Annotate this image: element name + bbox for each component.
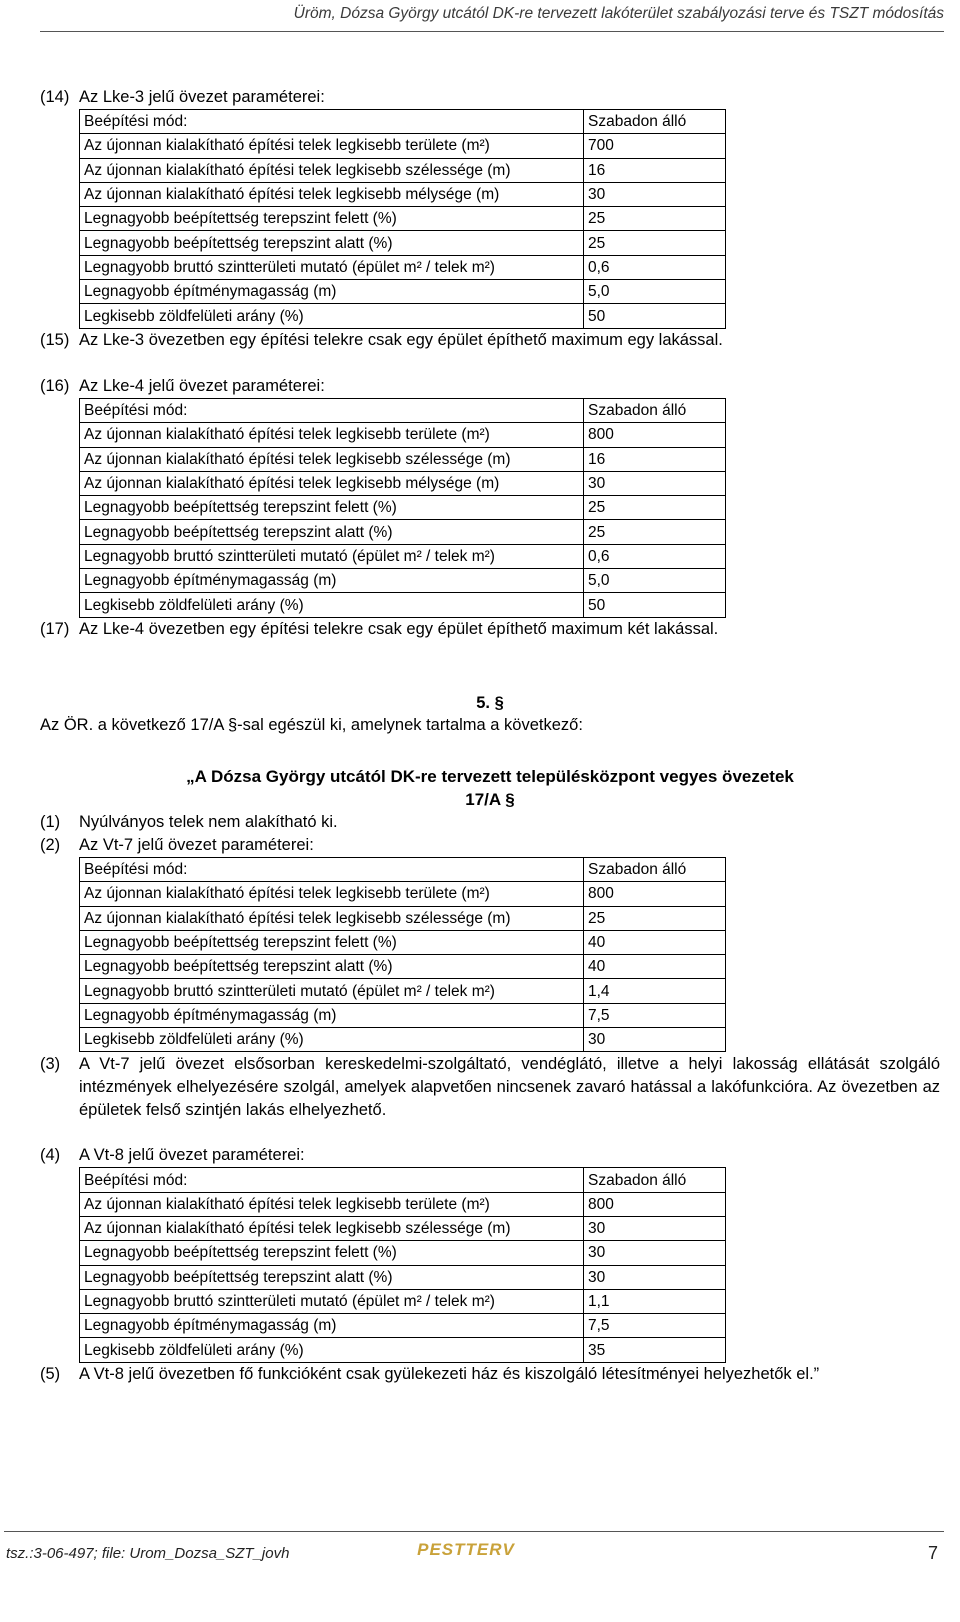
- param-label: Legkisebb zöldfelületi arány (%): [80, 593, 584, 617]
- paragraph-4: [40, 1144, 940, 1167]
- lke3-heading: [40, 86, 940, 109]
- param-value: 30: [584, 182, 726, 206]
- item-number: (16): [40, 377, 70, 395]
- param-row: [80, 1003, 726, 1027]
- param-label: Az újonnan kialakítható építési telek legkisebb mélysége (m): [80, 182, 584, 206]
- lke4-heading: [40, 375, 940, 398]
- paragraph-1: [40, 811, 940, 834]
- param-label: Legkisebb zöldfelületi arány (%): [80, 1338, 584, 1362]
- pestterv-logo: PESTTERV: [417, 1540, 515, 1559]
- param-value: 50: [584, 593, 726, 617]
- param-label: Legnagyobb építménymagasság (m): [80, 569, 584, 593]
- param-row: [80, 569, 726, 593]
- page-header-title: Üröm, Dózsa György utcától DK-re tervezett lakóterület szabályozási terve és TSZT módosítás: [293, 5, 944, 22]
- regulation-article: 17/A §: [465, 790, 515, 809]
- page-number: 7: [927, 1543, 938, 1563]
- param-label: Az újonnan kialakítható építési telek legkisebb területe (m²): [80, 882, 584, 906]
- param-label: Legnagyobb beépítettség terepszint alatt (%): [80, 955, 584, 979]
- param-row: [80, 447, 726, 471]
- param-value: 25: [584, 231, 726, 255]
- lke3-params-table: [79, 109, 726, 329]
- lke4-note: [40, 618, 940, 641]
- param-label: Legnagyobb beépítettség terepszint alatt (%): [80, 520, 584, 544]
- paragraph-5: [40, 1363, 940, 1386]
- param-value: 1,4: [584, 979, 726, 1003]
- param-value: 0,6: [584, 544, 726, 568]
- param-row: [80, 930, 726, 954]
- param-row: [80, 955, 726, 979]
- param-row: [80, 207, 726, 231]
- param-label: Legkisebb zöldfelületi arány (%): [80, 304, 584, 328]
- paragraph-2: [40, 834, 940, 857]
- lke4-section: [40, 375, 940, 641]
- item-text: Az Lke-4 jelű övezet paraméterei:: [79, 377, 325, 395]
- footer-divider: [4, 1531, 944, 1532]
- param-value: 700: [584, 134, 726, 158]
- item-number: (2): [40, 836, 61, 854]
- item-text: Az Lke-3 övezetben egy építési telekre csak egy épület építhető maximum egy lakással.: [79, 330, 723, 349]
- param-row: [80, 231, 726, 255]
- item-number: (3): [40, 1055, 61, 1074]
- param-value: 0,6: [584, 255, 726, 279]
- param-row: [80, 255, 726, 279]
- param-row: [80, 280, 726, 304]
- param-value: 50: [584, 304, 726, 328]
- param-value: 800: [584, 423, 726, 447]
- lke4-params-table: [79, 398, 726, 618]
- item-text: A Vt-8 jelű övezet paraméterei:: [79, 1146, 305, 1165]
- param-value: 30: [584, 471, 726, 495]
- item-text: A Vt-7 jelű övezet elsősorban kereskedelmi-szolgáltató, vendéglátó, illetve a helyi lakosság ellátását szolgáló intézmények elhelyezésére szolgál, amelyek alapvetően nincsenek zavaró hatással a lakófunkcióra. Az övezetben az épületek felső szintjén lakás elhelyezhető.: [79, 1055, 940, 1120]
- param-row: [80, 1192, 726, 1216]
- param-value: 7,5: [584, 1314, 726, 1338]
- param-label: Beépítési mód:: [80, 399, 584, 423]
- param-label: Legkisebb zöldfelületi arány (%): [80, 1028, 584, 1052]
- param-label: Beépítési mód:: [80, 110, 584, 134]
- item-text: Az Vt-7 jelű övezet paraméterei:: [79, 836, 314, 854]
- param-value: 800: [584, 882, 726, 906]
- param-value: 800: [584, 1192, 726, 1216]
- param-row: [80, 304, 726, 328]
- param-row: [80, 1168, 726, 1192]
- param-value: 16: [584, 447, 726, 471]
- param-row: [80, 979, 726, 1003]
- regulation-title: „A Dózsa György utcától DK-re tervezett településközpont vegyes övezetek: [186, 767, 794, 786]
- item-number: (17): [40, 619, 70, 638]
- param-row: [80, 110, 726, 134]
- item-number: (15): [40, 330, 70, 349]
- param-row: [80, 1338, 726, 1362]
- param-label: Legnagyobb bruttó szintterületi mutató (épület m² / telek m²): [80, 544, 584, 568]
- param-value: Szabadon álló: [584, 1168, 726, 1192]
- param-value: 40: [584, 955, 726, 979]
- section-heading: 5. §: [476, 694, 504, 712]
- param-label: Az újonnan kialakítható építési telek legkisebb szélessége (m): [80, 906, 584, 930]
- param-value: 40: [584, 930, 726, 954]
- param-value: 30: [584, 1265, 726, 1289]
- param-row: [80, 423, 726, 447]
- item-text: Nyúlványos telek nem alakítható ki.: [79, 813, 338, 831]
- param-row: [80, 182, 726, 206]
- param-row: [80, 1314, 726, 1338]
- item-number: (5): [40, 1364, 61, 1383]
- item-number: (14): [40, 88, 70, 106]
- param-value: 5,0: [584, 280, 726, 304]
- param-value: 25: [584, 520, 726, 544]
- param-value: Szabadon álló: [584, 858, 726, 882]
- param-label: Legnagyobb építménymagasság (m): [80, 1003, 584, 1027]
- param-row: [80, 134, 726, 158]
- header-divider: [40, 31, 944, 32]
- param-value: 30: [584, 1028, 726, 1052]
- param-label: Az újonnan kialakítható építési telek legkisebb szélessége (m): [80, 447, 584, 471]
- param-label: Legnagyobb bruttó szintterületi mutató (épület m² / telek m²): [80, 1289, 584, 1313]
- section-intro: Az ÖR. a következő 17/A §-sal egészül ki, amelynek tartalma a következő:: [40, 716, 583, 734]
- param-label: Beépítési mód:: [80, 858, 584, 882]
- lke3-note: [40, 329, 940, 352]
- param-label: Legnagyobb beépítettség terepszint alatt (%): [80, 231, 584, 255]
- param-row: [80, 471, 726, 495]
- param-value: Szabadon álló: [584, 110, 726, 134]
- section-5: [40, 692, 940, 1386]
- param-label: Legnagyobb építménymagasság (m): [80, 1314, 584, 1338]
- param-label: Legnagyobb építménymagasság (m): [80, 280, 584, 304]
- param-row: [80, 1216, 726, 1240]
- param-row: [80, 1265, 726, 1289]
- param-label: Beépítési mód:: [80, 1168, 584, 1192]
- param-label: Legnagyobb bruttó szintterületi mutató (épület m² / telek m²): [80, 979, 584, 1003]
- param-value: Szabadon álló: [584, 399, 726, 423]
- vt8-params-table: [79, 1167, 726, 1362]
- param-row: [80, 882, 726, 906]
- param-row: [80, 1289, 726, 1313]
- param-label: Legnagyobb beépítettség terepszint felett (%): [80, 1241, 584, 1265]
- param-row: [80, 858, 726, 882]
- param-label: Legnagyobb beépítettség terepszint felett (%): [80, 207, 584, 231]
- param-value: 25: [584, 906, 726, 930]
- param-label: Legnagyobb bruttó szintterületi mutató (épület m² / telek m²): [80, 255, 584, 279]
- param-row: [80, 158, 726, 182]
- param-label: Az újonnan kialakítható építési telek legkisebb szélessége (m): [80, 158, 584, 182]
- param-label: Az újonnan kialakítható építési telek legkisebb szélessége (m): [80, 1216, 584, 1240]
- param-row: [80, 496, 726, 520]
- param-value: 25: [584, 207, 726, 231]
- param-value: 30: [584, 1216, 726, 1240]
- vt7-params-table: [79, 857, 726, 1052]
- param-row: [80, 1241, 726, 1265]
- item-text: A Vt-8 jelű övezetben fő funkcióként csak gyülekezeti ház és kiszolgáló létesítményei helyezhetők el.”: [79, 1364, 820, 1383]
- item-number: (4): [40, 1146, 61, 1165]
- param-value: 7,5: [584, 1003, 726, 1027]
- param-value: 5,0: [584, 569, 726, 593]
- param-row: [80, 593, 726, 617]
- item-number: (1): [40, 813, 61, 831]
- param-value: 25: [584, 496, 726, 520]
- param-value: 35: [584, 1338, 726, 1362]
- param-value: 30: [584, 1241, 726, 1265]
- param-label: Az újonnan kialakítható építési telek legkisebb mélysége (m): [80, 471, 584, 495]
- item-text: Az Lke-3 jelű övezet paraméterei:: [79, 88, 325, 106]
- param-label: Az újonnan kialakítható építési telek legkisebb területe (m²): [80, 1192, 584, 1216]
- param-row: [80, 906, 726, 930]
- lke3-section: [40, 86, 940, 352]
- item-text: Az Lke-4 övezetben egy építési telekre csak egy épület építhető maximum két lakással.: [79, 619, 719, 638]
- param-row: [80, 399, 726, 423]
- paragraph-3: [40, 1053, 940, 1122]
- param-value: 16: [584, 158, 726, 182]
- param-label: Legnagyobb beépítettség terepszint alatt (%): [80, 1265, 584, 1289]
- param-value: 1,1: [584, 1289, 726, 1313]
- param-label: Az újonnan kialakítható építési telek legkisebb területe (m²): [80, 423, 584, 447]
- param-row: [80, 520, 726, 544]
- param-label: Legnagyobb beépítettség terepszint felett (%): [80, 930, 584, 954]
- param-row: [80, 1028, 726, 1052]
- param-label: Az újonnan kialakítható építési telek legkisebb területe (m²): [80, 134, 584, 158]
- footer-file-info: tsz.:3-06-497; file: Urom_Dozsa_SZT_jovh: [6, 1545, 290, 1562]
- param-label: Legnagyobb beépítettség terepszint felett (%): [80, 496, 584, 520]
- param-row: [80, 544, 726, 568]
